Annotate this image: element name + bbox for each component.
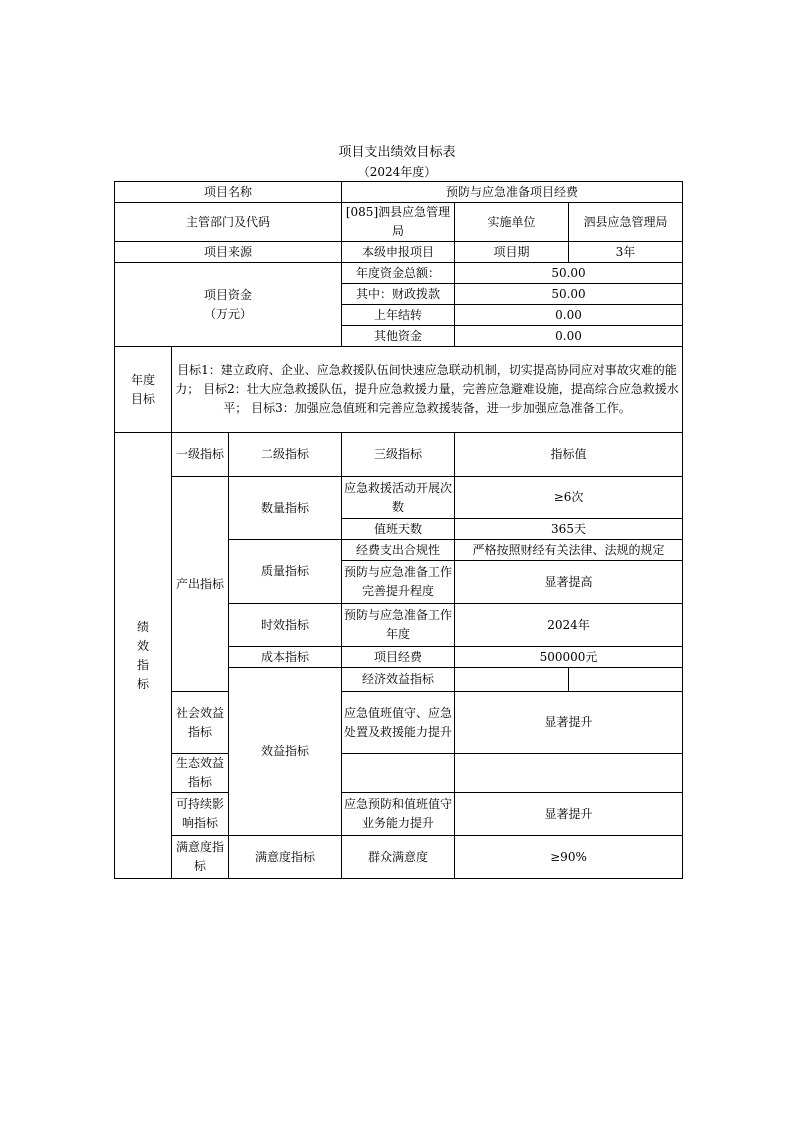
indicator-name: 应急值班值守、应急处置及救援能力提升 [342, 692, 455, 754]
side-label-char: 效 [136, 638, 149, 653]
annual-goal-label-line2: 目标 [130, 391, 155, 406]
project-period-value: 3年 [569, 242, 683, 263]
funds-total-label: 年度资金总额： [342, 263, 455, 284]
satisfaction-sub-label: 满意度指标 [229, 836, 342, 879]
quantity-indicator-label: 数量指标 [229, 477, 342, 540]
project-source-value: 本级申报项目 [342, 242, 455, 263]
table-row [115, 754, 683, 793]
indicator-name: 经费支出合规性 [342, 540, 455, 561]
indicator-value: ≥90% [455, 836, 683, 879]
indicator-value: 显著提高 [455, 561, 683, 604]
funds-fiscal-value: 50.00 [455, 284, 683, 305]
funds-fiscal-label: 其中：财政拨款 [342, 284, 455, 305]
social-benefit-label: 社会效益指标 [172, 692, 229, 754]
cost-indicator-label: 成本指标 [229, 647, 342, 668]
department-row [115, 203, 683, 242]
project-funds-label [115, 263, 342, 347]
indicator-value: 2024年 [455, 604, 683, 647]
indicator-value [569, 668, 683, 692]
indicator-name: 项目经费 [342, 647, 455, 668]
table-row [115, 477, 683, 519]
implementing-unit-value: 泗县应急管理局 [569, 203, 683, 242]
annual-goal-label-line1: 年度 [130, 372, 155, 387]
indicator-value: 500000元 [455, 647, 683, 668]
indicator-value: 严格按照财经有关法律、法规的规定 [455, 540, 683, 561]
funds-total-value: 50.00 [455, 263, 683, 284]
indicator-name: 应急救援活动开展次数 [342, 477, 455, 519]
header-level2: 二级指标 [229, 433, 342, 477]
indicator-value: 显著提升 [455, 692, 683, 754]
project-name-label: 项目名称 [115, 182, 342, 203]
department-label: 主管部门及代码 [115, 203, 342, 242]
project-funds-label-line1: 项目资金 [203, 287, 252, 302]
indicator-name: 预防与应急准备工作完善提升程度 [342, 561, 455, 604]
eco-benefit-label: 生态效益指标 [172, 754, 229, 793]
indicator-name: 值班天数 [342, 519, 455, 540]
satisfaction-indicator-label: 满意度指标 [172, 836, 229, 879]
department-value: [085]泗县应急管理局 [342, 203, 455, 242]
indicator-value: ≥6次 [455, 477, 683, 519]
funds-other-label: 其他资金 [342, 326, 455, 347]
project-period-label: 项目期 [455, 242, 569, 263]
header-value: 指标值 [455, 433, 683, 477]
indicator-value: 365天 [455, 519, 683, 540]
benefit-indicator-label: 效益指标 [229, 668, 342, 836]
indicator-name [455, 668, 569, 692]
output-indicator-label: 产出指标 [172, 477, 229, 692]
side-label-char: 标 [136, 676, 149, 691]
annual-goal-text: 目标1：建立政府、企业、应急救援队伍间快速应急联动机制，切实提高协同应对事故灾难的能力； 目标2：壮大应急救援队伍，提升应急救援力量，完善应急避难设施，提高综合应急救援水平； 目标3：加强应急值班和完善应急救援装备，进一步加强应急准备工作。 [172, 347, 683, 433]
performance-indicator-side-label [115, 433, 172, 879]
project-name-value: 预防与应急准备项目经费 [342, 182, 683, 203]
table-row [115, 692, 683, 754]
annual-goal-label [115, 347, 172, 433]
indicator-header-row [115, 433, 683, 477]
annual-goal-row [115, 347, 683, 433]
funds-carryover-value: 0.00 [455, 305, 683, 326]
table-row [115, 836, 683, 879]
quality-indicator-label: 质量指标 [229, 540, 342, 604]
header-level1: 一级指标 [172, 433, 229, 477]
page-subtitle: （2024年度） [357, 165, 437, 179]
project-funds-label-line2: （万元） [203, 306, 252, 321]
indicator-value: 显著提升 [455, 793, 683, 836]
page-title: 项目支出绩效目标表 [338, 145, 456, 160]
indicator-name [342, 754, 455, 793]
side-label-char: 指 [136, 657, 149, 672]
project-source-label: 项目来源 [115, 242, 342, 263]
sustainable-impact-label: 可持续影响指标 [172, 793, 229, 836]
funds-total-row [115, 263, 683, 284]
time-indicator-label: 时效指标 [229, 604, 342, 647]
funds-carryover-label: 上年结转 [342, 305, 455, 326]
table-row [115, 793, 683, 836]
header-level3: 三级指标 [342, 433, 455, 477]
indicator-value [455, 754, 683, 793]
funds-other-value: 0.00 [455, 326, 683, 347]
performance-table [114, 181, 683, 879]
implementing-unit-label: 实施单位 [455, 203, 569, 242]
economic-benefit-label: 经济效益指标 [342, 668, 455, 692]
indicator-name: 预防与应急准备工作年度 [342, 604, 455, 647]
project-name-row [115, 182, 683, 203]
source-row [115, 242, 683, 263]
indicator-name: 群众满意度 [342, 836, 455, 879]
side-label-char: 绩 [136, 619, 149, 634]
indicator-name: 应急预防和值班值守业务能力提升 [342, 793, 455, 836]
